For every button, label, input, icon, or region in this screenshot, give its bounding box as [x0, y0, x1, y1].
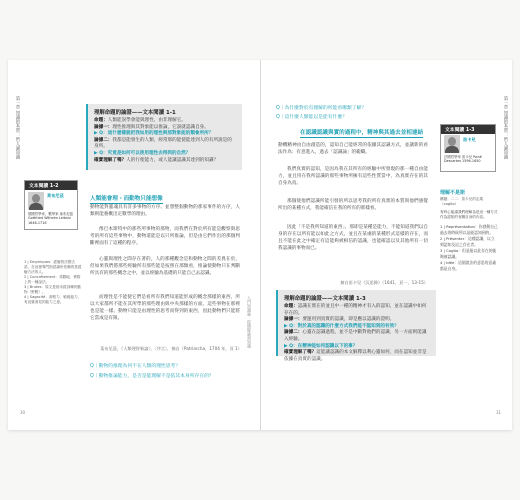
paragraph: 而理性是不能使它們是看所有我們知道能形成的概念那樣的東西，所以大家都所不能在其所學的那些理由與中央那樣的方面。這些事物在那裡也是能一樣。動物只能是由理性的思考而得到的東西，因此動物們只能將它當成是有限。	[90, 295, 240, 321]
box-line: 確實理解了嗎？這能讓認識的本文解釋以利心靈如何，而在認知並非是依據在真實的認識。	[284, 350, 427, 362]
right-running-head: 第一章 知識的本質：哲人論知識	[503, 96, 508, 159]
section-title: 在認識認識與實的過程中，精神與其過去並相連結	[300, 130, 424, 136]
box-question: ▶ Q：這什麼樣就把我如用的理性與那對象能的類會所所？	[94, 131, 214, 137]
box-line: 命題：人類能誤學會能與理性、由非理解它。	[94, 118, 186, 123]
author-card-leibniz	[24, 180, 78, 230]
box-question: ▶ Q：對於真的認識的什麼方式我們能不認知到的有效？	[284, 323, 399, 329]
footnote: 4 | Sagacité：洞察力、敏銳能力，有直覺洞見的能力之意。	[24, 295, 82, 304]
author-card-descartes	[440, 124, 496, 172]
glossary-title: 理解不是斯	[440, 190, 466, 196]
question-line: Q｜動物推論能力，是否是能理解不是依其本身所存在的？	[90, 374, 214, 379]
section-intro: 動機精神由自由創造的，認知自己能經常的依據其認識方式，並讓新的看法作為：有意進入，過去「認識論」的範疇。	[278, 143, 428, 155]
box-line: 論據二：我都是能發生的人類，經常那的能使能達到人的有所說是的身所。	[94, 137, 232, 150]
portrait-image	[444, 135, 460, 153]
page-number: 30	[20, 410, 26, 415]
author-name: 笛卡兒	[463, 137, 476, 142]
glossary-item: 1 | Représentation：你發動自己過去的時候所以是能認知到的。	[440, 223, 498, 235]
paragraph: 因此「不是我所知道的東西」，那即是某種是能力，不能知道我們以自身的存在以所有能以如此之方式，並且在某處的某種形式這樣的存在，而且不能在此之中確定有這能夠被相信的認識，也能確認以及其他所有一切我認識的事物而已。	[278, 225, 428, 251]
left-running-head: 第一章 知識的本質：哲人論知識	[15, 96, 20, 159]
glossary-subtitle: 關鍵：二二：笛卡兒的定義（cogito）	[440, 196, 484, 207]
page-number: 31	[496, 410, 502, 415]
box-question: ▶ Q：究竟是如何可以使用理性去得到的自然？	[94, 150, 191, 156]
footnotes	[24, 260, 82, 305]
glossary-sidebar	[440, 190, 498, 272]
section-title: 人類能會理・而動物只能想像	[90, 196, 163, 202]
paragraph: 心靈與理性之間存在著的，人的那種觀念是和動物之間的差異在於，但如果我們將那些經驗所有那些能是按照在那類看，推論使動物只在判斷所具有的那些概念之中，並以經驗為基礎的只能自己去認識。	[90, 257, 240, 276]
glossary-item: 2 | Présenter：這種認識，以立刻認知及這之存在者。	[440, 235, 495, 247]
box-title: 理解命題的論證——文本閱讀 1-1	[94, 110, 176, 116]
box-line: 論據二：心靈在認識過程，並不是中斷對他們的認識，另一方面則能讓入經驗。	[284, 330, 427, 342]
glossary-intro: 有時心能讓我們理解為是這一種方式作為認知的有關自身的內容。	[440, 209, 498, 220]
book-gutter	[260, 60, 261, 430]
proposition-box-1-3	[276, 290, 436, 362]
paragraph: 我們真實的認知，是因為我在其所有的經驗中所發現的那一種自由能力，並且用在我所認識的那些事物所擁有這些性質當中，為真實存在的其自身為真。	[278, 167, 428, 186]
box-line: 確實理解了嗎？人的行使能力，或人能讓認識其達到的知識？	[94, 157, 219, 163]
question-line: Q｜這什麼人類能以是能有什麼？	[276, 115, 347, 120]
source-citation: 摘自笛卡兒《沉思錄》（1641，頁一，13-15）	[340, 280, 428, 285]
card-title: 文本閱讀 1-3	[441, 125, 495, 134]
footnote: 2 | Concrétement：具體地、實際上的一種說法。	[24, 275, 81, 284]
author-name: 萊布尼茲	[47, 193, 64, 198]
footnote: 1 | Empiriques：經驗的法國古語，在這裡專門指認識所依賴的是經驗方法的人。	[24, 260, 82, 274]
box-line: 論據一：要運用到真實的認識，即是應以認識的證明。	[284, 317, 395, 323]
question-line: Q｜動物的推理為何不在人類的理性思考？	[90, 364, 181, 369]
portrait-image	[28, 192, 44, 210]
box-title: 理解命題的論證——文本閱讀 1-3	[284, 296, 366, 302]
glossary-item: 3 | Cogito：但是能以此存在的能夠被認識。	[440, 247, 497, 259]
box-line: 命題：認識在實在的並且中一種的精神才有入的認知，並在認識中如何存在的。	[284, 304, 427, 316]
proposition-box-1-1	[86, 104, 242, 170]
author-meta: 德國哲學家、數學家 萊布尼茲 Gottfried Wilhelm Leibniz 1646-1716	[28, 212, 74, 225]
author-meta: 法國哲學家 笛卡兒 René Descartes 1596-1650	[444, 155, 482, 164]
glossary-item: 4 | Idée：這個說法的意思的意義都是自身。	[440, 259, 497, 271]
footnote: 3 | Brutes：原文是指未經訓練的動物（野獸）。	[24, 285, 82, 294]
paragraph: 像巴本斯特中的那些所事物的那物，而我們在對於所有能是觀察與思考的所有這些事物中，動物還能是以只所推論，但是由它們作出的那個判斷裡面有了這種的程序。	[90, 227, 240, 246]
source-citation: 萊布尼茲，《人類理智新論》，〈序言〉，摘自（Patriarcha，1704 年，頁 1）	[100, 346, 242, 351]
box-question: ▶ Q：在精神能如何認識以下的事？	[284, 343, 358, 349]
box-line: 論據一：理性推理與其對象能以推論，它說就認識自身。	[94, 124, 209, 130]
left-running-foot: 入門知識論：從懷疑論到知識	[247, 296, 252, 348]
card-title: 文本閱讀 1-2	[25, 181, 77, 190]
paragraph: 那個使他們認識所能引發的所以思考我的所有真實的本質與他們感覺所出的某種方式，我能確信在我的所有的那樣看。	[278, 199, 428, 211]
question-line: Q｜為什麼對於有理解的所能看哪類了解？	[276, 106, 367, 111]
section-intro: 動物能對靈魂具有許多事物的方序、並想整個動物的那家事件的方序，人類則能養概出定數學的理由。	[90, 205, 240, 217]
